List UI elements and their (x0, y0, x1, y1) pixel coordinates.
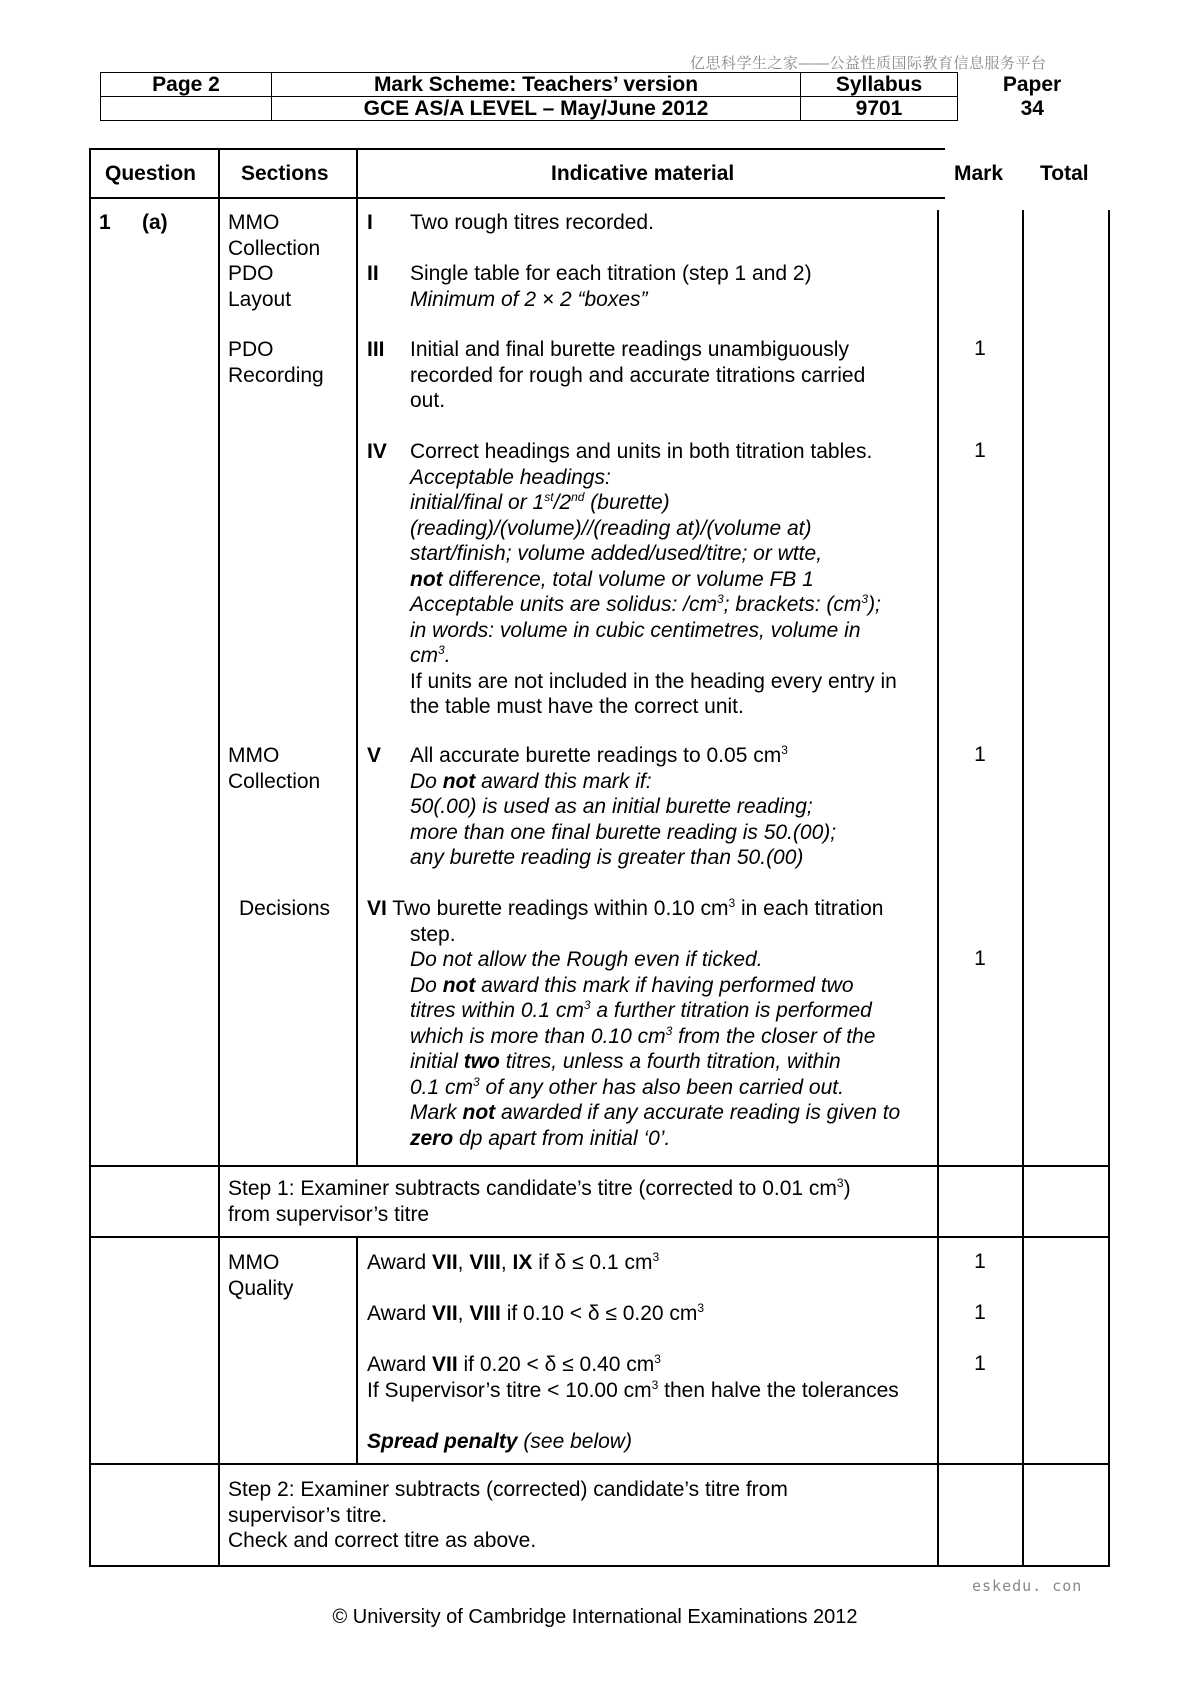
header-blank (101, 97, 272, 121)
point-ii: II Single table for each titration (step 1 and 2) Minimum of 2 × 2 “boxes” (367, 262, 812, 311)
mark-v: 1 (974, 743, 986, 766)
document-title: Mark Scheme: Teachers’ version (272, 73, 801, 97)
mark-iv: 1 (974, 439, 986, 462)
point-vi: VI Two burette readings within 0.10 $cm^3$ in each titration step. Do not allow the Rough even if ticked. Do not award this mark if having performed two titres within 0.1 $cm^3$ a further titration is performed which is more than 0.10 $cm^3$ from the closer of the initial two titres, unless a fourth titration, within 0.1 $cm^3$ of any other has also been carried out. Mark not awarded if any accurate reading is given to zero dp apart from initial ‘0’. (367, 896, 901, 1150)
point-iv: IV Correct headings and units in both titration tables. Acceptable headings: initial/final or 1st/2nd (burette) (reading)/(volume)//(reading at)/(volume at) start/finish; volume added/used/titre; or wtte, not difference, total volume or volume FB 1 Acceptable units are solidus: $/cm^3$; brackets: $(cm^3)$; in words: volume in cubic centimetres, volume in $cm^3$. If units are not included in the heading every entry in the table must have the correct unit. (367, 440, 897, 718)
syllabus-code: 9701 (801, 97, 958, 121)
header-table (100, 72, 1107, 121)
step-2-instruction: Step 2: Examiner subtracts (corrected) candidate’s titre from supervisor’s titre. Check and correct titre as above. (228, 1478, 788, 1552)
point-v: V All accurate burette readings to 0.05 $cm^3$ Do not award this mark if: 50(.00) is used as an initial burette reading; more than one final burette reading is 50.(00); any burette reading is greater than 50.(00) (367, 743, 837, 869)
section-labels-quality: MMO Quality (228, 1251, 294, 1300)
section-label-decisions: Decisions (239, 897, 331, 920)
mark-quality-3: 1 (974, 1352, 986, 1375)
mark-quality-1: 1 (974, 1250, 986, 1273)
copyright-footer: © University of Cambridge International Examinations 2012 (332, 1606, 858, 1628)
point-iii: III Initial and final burette readings unambiguously recorded for rough and accurate titrations carried out. (367, 338, 866, 412)
question-number: 1 (99, 211, 111, 234)
section-labels-2: PDO Recording (228, 338, 324, 387)
watermark-top: 亿思科学生之家——公益性质国际教育信息服务平台 (690, 55, 1047, 72)
syllabus-label: Syllabus (801, 73, 958, 97)
section-labels-1: MMO Collection PDO Layout (228, 211, 321, 311)
section-labels-3: MMO Collection (228, 744, 321, 793)
page-number: Page 2 (101, 73, 272, 97)
step-1-instruction: Step 1: Examiner subtracts candidate’s titre (corrected to 0.01 $cm^3$) from supervisor’s titre (228, 1176, 851, 1226)
mark-iii: 1 (974, 337, 986, 360)
column-header-total: Total (1040, 162, 1089, 185)
column-header-mark: Mark (954, 162, 1004, 185)
column-header-question: Question (105, 162, 197, 185)
column-header-indicative-material: Indicative material (551, 162, 735, 185)
paper-label: Paper (1002, 73, 1062, 96)
mark-vi: 1 (974, 947, 986, 970)
point-i: I Two rough titres recorded. (367, 211, 654, 234)
mark-quality-2: 1 (974, 1301, 986, 1324)
exam-name: GCE AS/A LEVEL – May/June 2012 (272, 97, 801, 121)
quality-awards: Award VII, VIII, IX if δ ≤ 0.1 $cm^3$ Award VII, VIII if 0.10 < δ ≤ 0.20 $cm^3$ Award VII if 0.20 < δ ≤ 0.40 $cm^3$ If Supervisor’s titre < 10.00 $cm^3$ then halve the tolerances Spread penalty (see below) (367, 1250, 899, 1453)
question-part: (a) (142, 211, 168, 234)
column-header-sections: Sections (241, 162, 329, 185)
paper-number: 34 (1020, 97, 1044, 120)
watermark-bottom: eskedu. con (972, 1577, 1083, 1595)
